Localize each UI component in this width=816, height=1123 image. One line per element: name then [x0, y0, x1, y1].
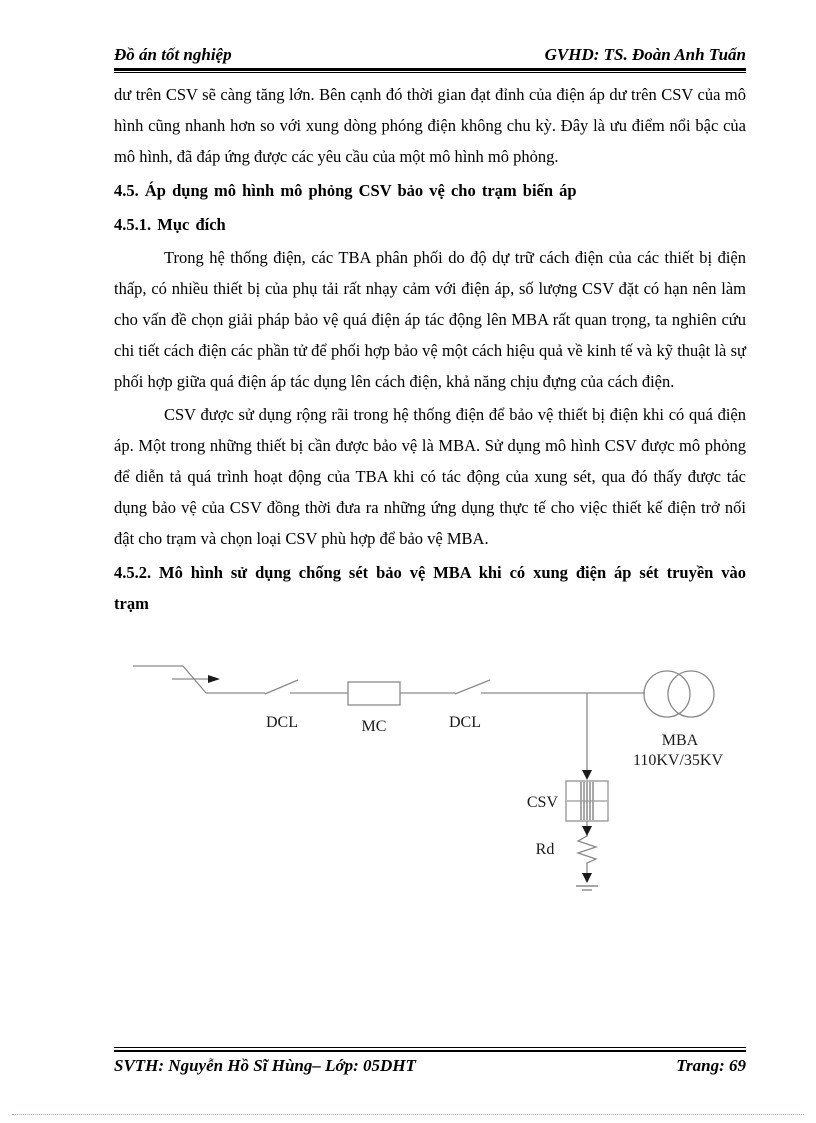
circuit-svg [114, 648, 761, 898]
bottom-dotted-rule [12, 1114, 804, 1115]
label-mba: MBA [661, 732, 699, 749]
resistor-symbol [578, 832, 596, 867]
paragraph-1: dư trên CSV sẽ càng tăng lớn. Bên cạnh đó thời gian đạt đỉnh của điện áp dư trên CSV của mô hình cũng nhanh hơn so với xung dòng phóng điện không chu kỳ. Đây là ưu điểm nổi bậc của mô hình, đã đáp ứng được các yêu cầu của một mô hình mô phỏng. [114, 85, 746, 166]
page-footer [114, 1056, 746, 1076]
header-right-advisor: GVHD: TS. Đoàn Anh Tuấn [544, 45, 746, 64]
paragraph-3: CSV được sử dụng rộng rãi trong hệ thống điện để bảo vệ thiết bị điện khi có quá điện áp. Một trong những thiết bị cần được bảo vệ là MBA. Sử dụng mô hình CSV được mô phỏng để diễn tả quá trình hoạt động của TBA khi có tác động của xung sét, qua đó thấy được tác dụng bảo vệ của CSV đồng thời đưa ra những ứng dụng thực tế cho việc thiết kế điện trở nối đật cho trạm và chọn loại CSV phù hợp để bảo vệ MBA. [114, 405, 746, 548]
label-mc: MC [361, 718, 387, 735]
disconnector-dcl1-blade [265, 680, 298, 694]
down-arrowhead-1-icon [582, 770, 592, 780]
label-rd: Rd [535, 841, 555, 858]
footer-rule [114, 1047, 746, 1052]
transformer-coil-2 [668, 671, 714, 717]
csv-arrester-symbol [566, 781, 608, 821]
label-mba-voltage: 110KV/35KV [632, 752, 724, 769]
footer-rule-thick-line [114, 1050, 746, 1053]
disconnector-dcl2-blade [455, 680, 490, 694]
footer-page-number: Trang: 69 [676, 1056, 746, 1075]
header-left-title: Đồ án tốt nghiệp [114, 45, 232, 64]
page-header [114, 45, 746, 65]
label-csv: CSV [526, 794, 558, 811]
paragraph-2: Trong hệ thống điện, các TBA phân phối do độ dự trữ cách điện của các thiết bị điện thấp, có nhiều thiết bị của phụ tải rất nhạy cảm với điện áp, số lượng CSV đặt có hạn nên làm cho vấn đề chọn giải pháp bảo vệ quá điện áp tác động lên MBA rất quan trọng, ta nghiên cứu chi tiết cách điện các phần tử để phối hợp bảo vệ một cách hiệu quả về kinh tế và kỹ thuật là sự phối hợp giữa quá điện áp tác dụng lên cách điện, khả năng chịu đựng của cách điện. [114, 248, 746, 391]
surge-arrowhead-icon [208, 675, 220, 683]
down-arrowhead-2-icon [582, 826, 592, 836]
heading-4-5: 4.5. Áp dụng mô hình mô phỏng CSV bảo vệ cho trạm biến áp [114, 181, 577, 200]
heading-4-5-2: 4.5.2. Mô hình sử dụng chống sét bảo vệ MBA khi có xung điện áp sét truyền vào trạm [114, 563, 746, 613]
header-rule [114, 68, 746, 73]
breaker-mc-box [348, 682, 400, 705]
substation-circuit-diagram [114, 648, 761, 898]
footer-student: SVTH: Nguyễn Hồ Sĩ Hùng– Lớp: 05DHT [114, 1056, 416, 1075]
label-dcl2: DCL [449, 714, 481, 731]
header-rule-thin-line [114, 72, 746, 73]
document-body [114, 79, 746, 621]
transformer-coil-1 [644, 671, 690, 717]
heading-4-5-1: 4.5.1. Mục đích [114, 215, 226, 234]
ground-symbol [576, 886, 598, 890]
label-dcl1: DCL [266, 714, 298, 731]
down-arrowhead-3-icon [582, 873, 592, 883]
